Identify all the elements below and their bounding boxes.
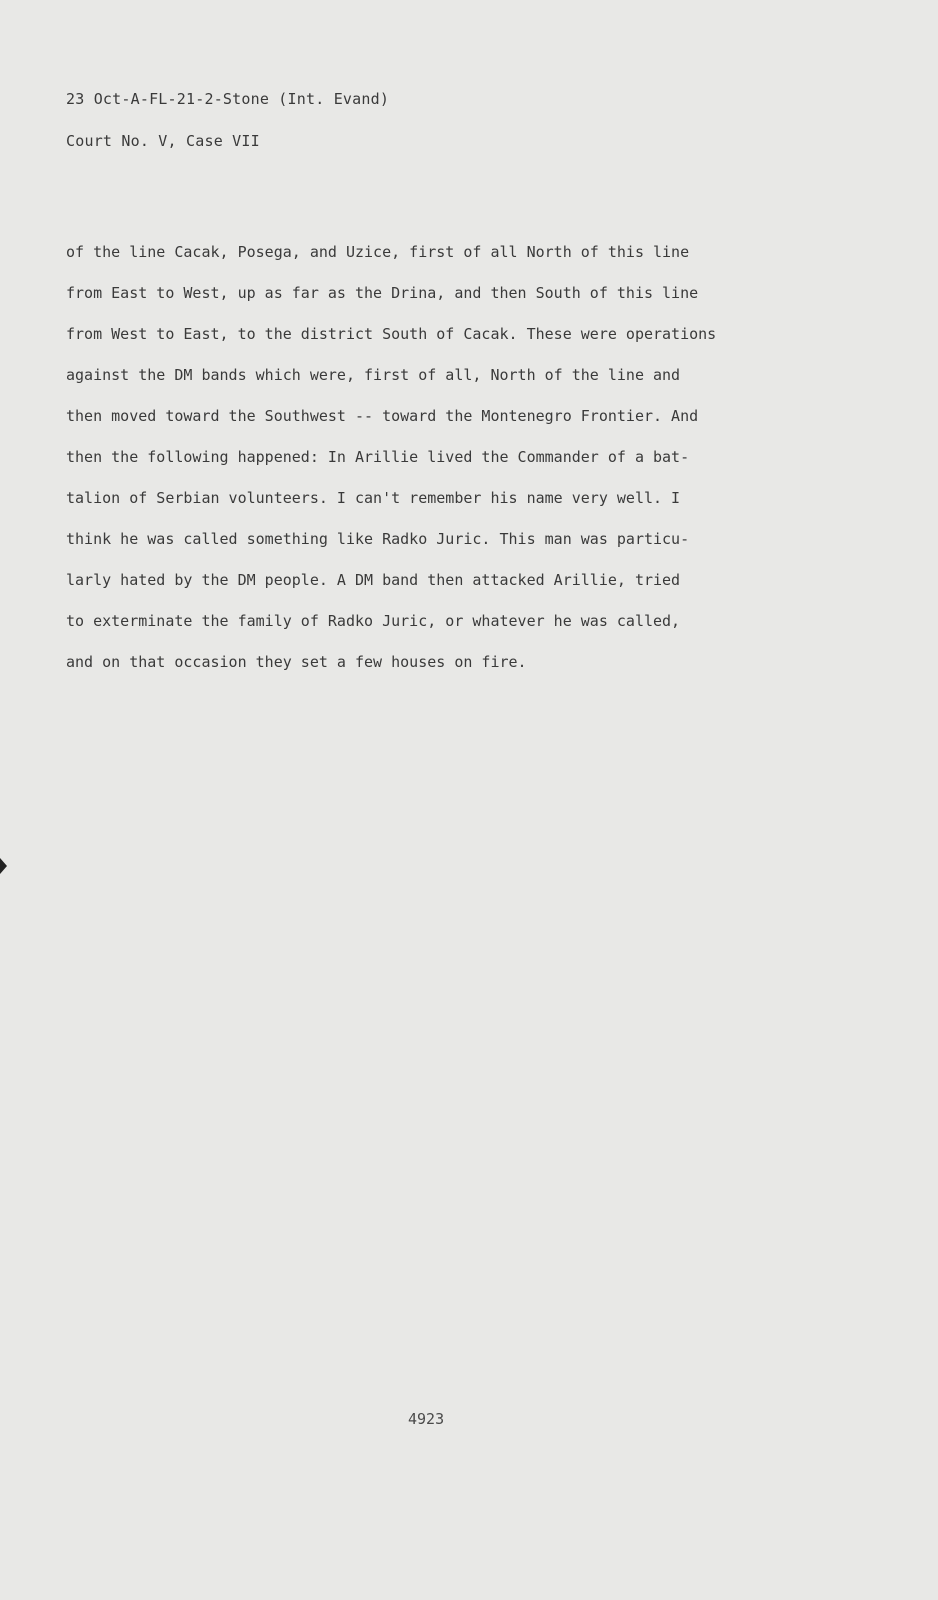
text-line: then the following happened: In Arillie lived the Commander of a bat- xyxy=(66,448,690,466)
text-line: talion of Serbian volunteers. I can't remember his name very well. I xyxy=(66,489,681,507)
text-line: against the DM bands which were, first of all, North of the line and xyxy=(66,366,681,384)
text-line: to exterminate the family of Radko Juric, or whatever he was called, xyxy=(66,612,681,630)
text-line: then moved toward the Southwest -- toward the Montenegro Frontier. And xyxy=(66,407,699,425)
page-number: 4923 xyxy=(408,1410,445,1428)
text-line: larly hated by the DM people. A DM band then attacked Arillie, tried xyxy=(66,571,681,589)
document-reference: 23 Oct-A-FL-21-2-Stone (Int. Evand) xyxy=(66,90,390,108)
text-line: think he was called something like Radko Juric. This man was particu- xyxy=(66,530,690,548)
court-case-line: Court No. V, Case VII xyxy=(66,132,260,150)
text-line: from West to East, to the district South of Cacak. These were operations xyxy=(66,325,717,343)
binding-edge-mark xyxy=(0,858,7,874)
text-line: from East to West, up as far as the Drina, and then South of this line xyxy=(66,284,699,302)
text-line: of the line Cacak, Posega, and Uzice, first of all North of this line xyxy=(66,243,690,261)
testimony-text xyxy=(66,232,856,683)
text-line: and on that occasion they set a few houses on fire. xyxy=(66,653,527,671)
